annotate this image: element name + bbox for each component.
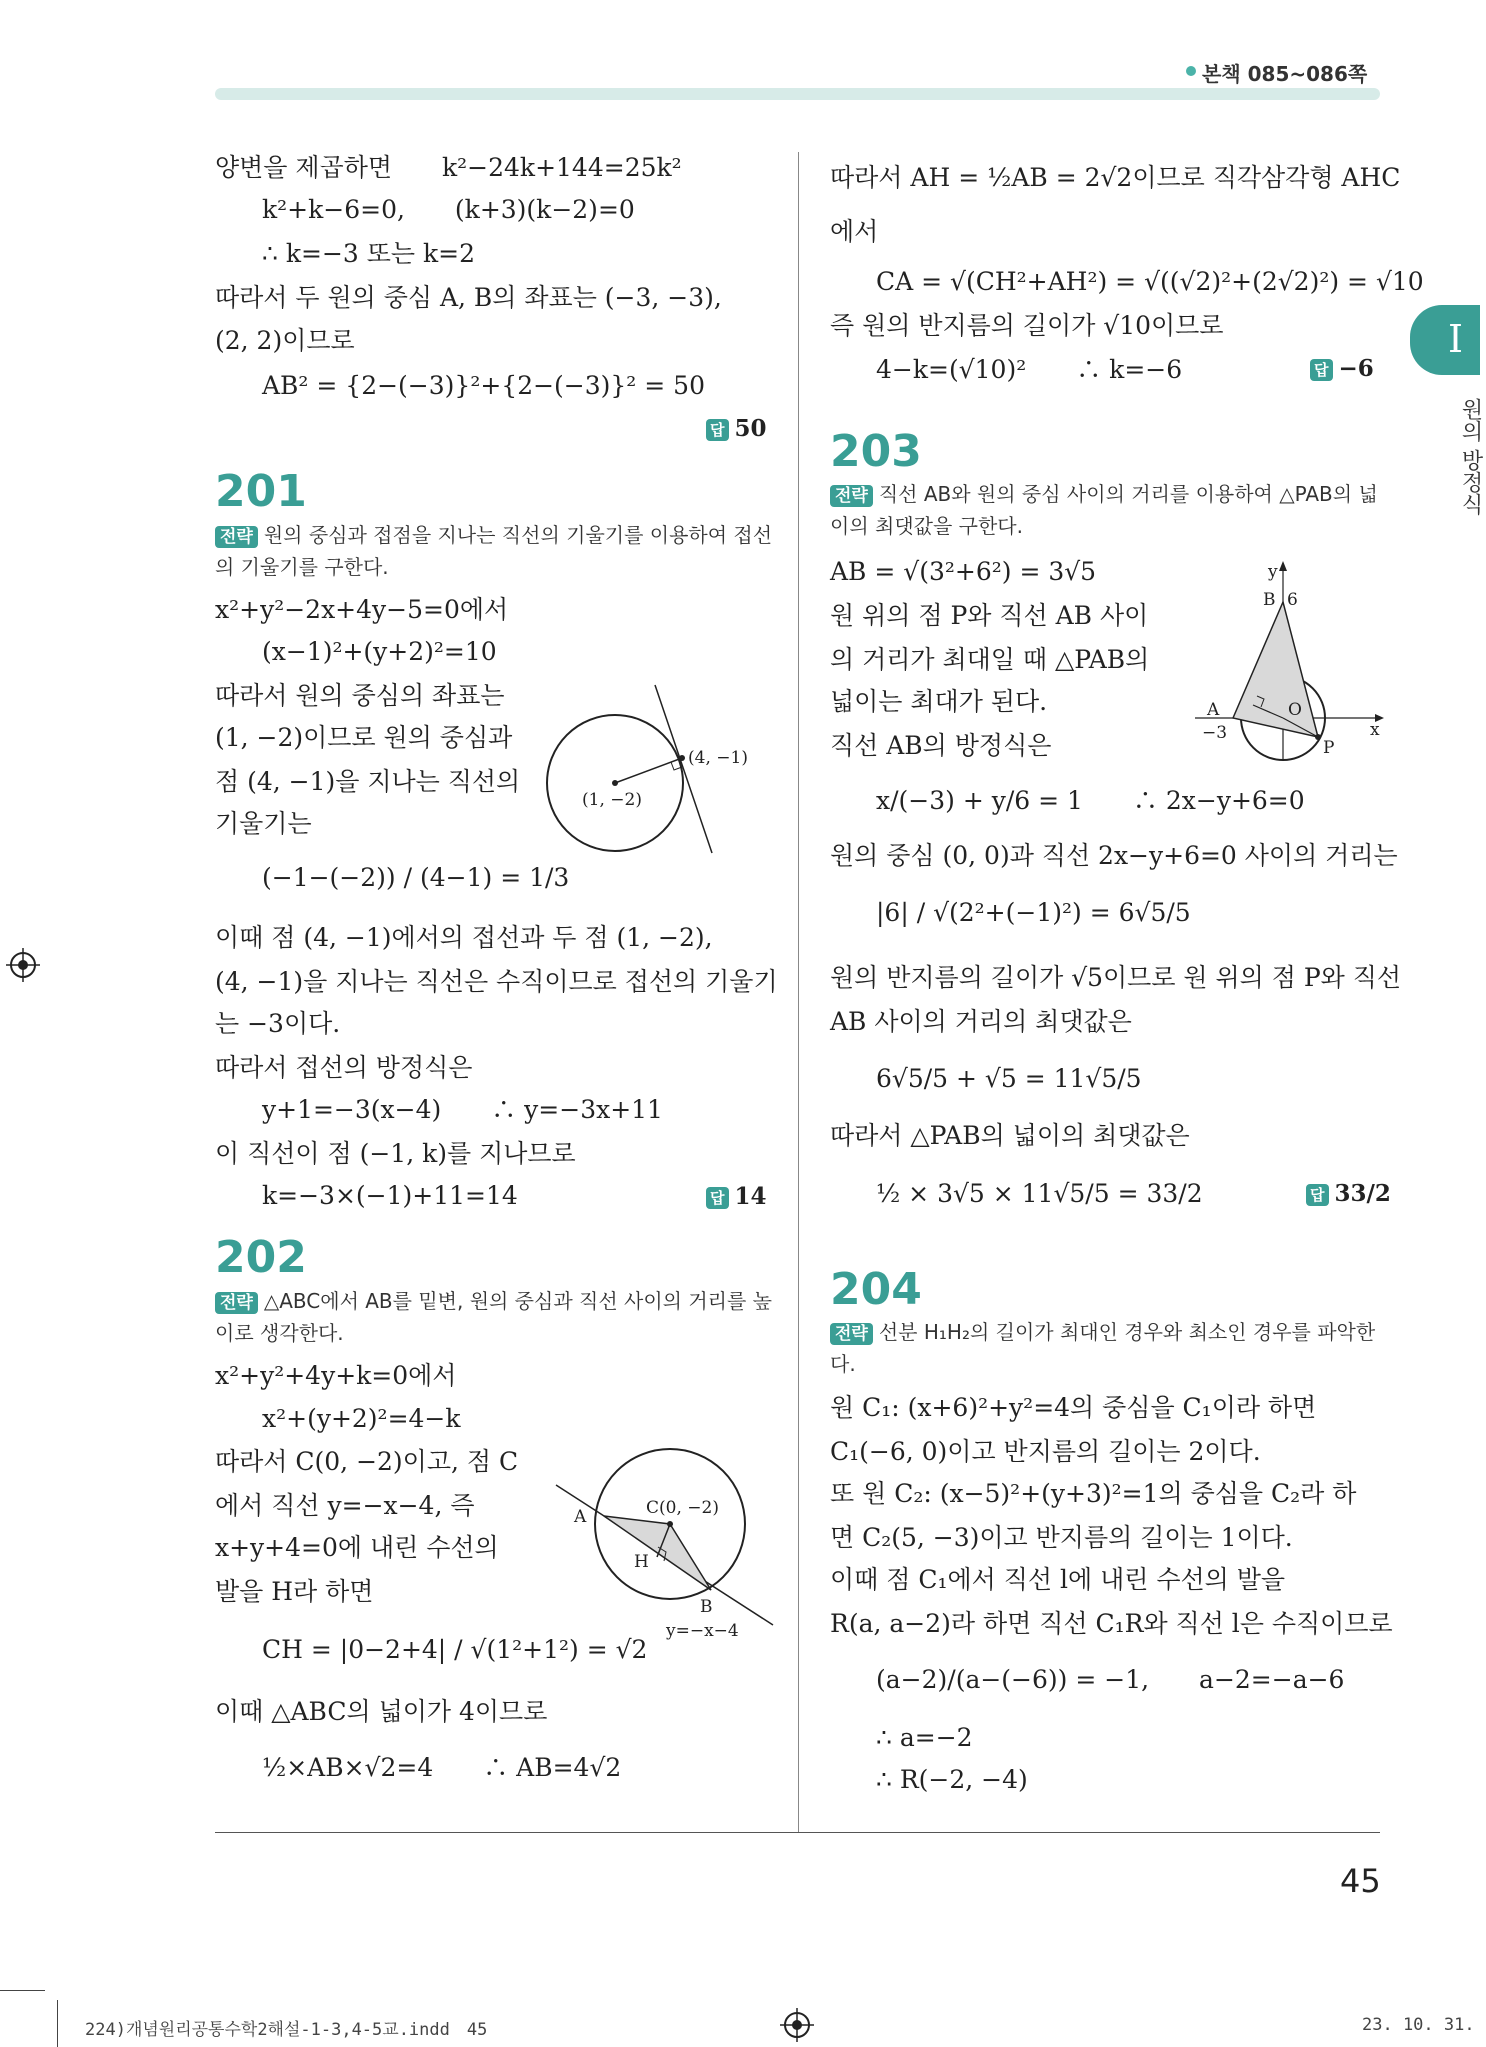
strategy-badge: 전략	[215, 526, 258, 548]
text-line: 의 거리가 최대일 때 △PAB의	[830, 645, 1150, 674]
strategy-text	[215, 519, 775, 583]
point-a-label: A	[574, 1507, 587, 1527]
text-line: 면 C₂(5, −3)이고 반지름의 길이는 1이다.	[830, 1523, 1293, 1552]
strategy-badge: 전략	[830, 1323, 873, 1345]
point-p	[1315, 734, 1321, 740]
radius-line	[615, 758, 682, 783]
answer-icon: 답	[706, 1187, 729, 1209]
problem-number: 204	[830, 1264, 922, 1315]
text-line: 4−k=(√10)² ∴ k=−6	[876, 355, 1183, 384]
text-line: 따라서 접선의 방정식은	[215, 1053, 473, 1082]
strategy-badge: 전략	[830, 485, 873, 507]
bottom-rule	[215, 1832, 1380, 1833]
answer-icon: 답	[1306, 1184, 1329, 1206]
text-line: 원의 반지름의 길이가 √5이므로 원 위의 점 P와 직선	[830, 963, 1402, 992]
point-a-label: A	[1207, 700, 1220, 720]
point-h-label: H	[634, 1552, 649, 1572]
text-line: x+y+4=0에 내린 수선의	[215, 1533, 499, 1562]
text-line: AB² = {2−(−3)}²+{2−(−3)}² = 50	[262, 371, 705, 400]
text-line: ∴ R(−2, −4)	[876, 1765, 1028, 1794]
point-p-label: P	[1323, 738, 1335, 758]
strategy-text	[215, 1285, 775, 1349]
tick-6-label: 6	[1287, 590, 1298, 610]
text-line: (x−1)²+(y+2)²=10	[262, 637, 497, 666]
text-line: 원의 중심 (0, 0)과 직선 2x−y+6=0 사이의 거리는	[830, 841, 1398, 870]
text-line: CH = |0−2+4| / √(1²+1²) = √2	[262, 1635, 648, 1664]
text-line: CA = √(CH²+AH²) = √((√2)²+(2√2)²) = √10	[876, 267, 1424, 296]
text-line: x/(−3) + y/6 = 1 ∴ 2x−y+6=0	[876, 786, 1305, 815]
text-line: ½×AB×√2=4 ∴ AB=4√2	[262, 1753, 622, 1782]
text-line: (1, −2)이므로 원의 중심과	[215, 723, 513, 752]
column-divider	[798, 152, 799, 1832]
text-line: 따라서 두 원의 중심 A, B의 좌표는 (−3, −3),	[215, 283, 722, 312]
answer-value: −6	[1338, 355, 1374, 382]
strategy-badge: 전략	[215, 1292, 258, 1314]
text-line: 이 직선이 점 (−1, k)를 지나므로	[215, 1139, 576, 1168]
footer-date: 23. 10. 31.	[1362, 2015, 1475, 2035]
header-book: 본책	[1202, 62, 1241, 86]
x-label: x	[1370, 720, 1380, 740]
center-point	[667, 1521, 673, 1527]
text-line: 즉 원의 반지름의 길이가 √10이므로	[830, 311, 1224, 340]
text-line: ∴ a=−2	[876, 1723, 973, 1752]
answer-value: 14	[734, 1183, 767, 1210]
point-b-label: B	[1263, 590, 1276, 610]
text-line: 에서	[830, 217, 879, 246]
text-line: 원 위의 점 P와 직선 AB 사이	[830, 601, 1149, 630]
text-line: x²+y²+4y+k=0에서	[215, 1361, 457, 1390]
strategy-body: 직선 AB와 원의 중심 사이의 거리를 이용하여 △PAB의 넓이의 최댓값을 구한다.	[830, 482, 1378, 538]
text-line: C₁(−6, 0)이고 반지름의 길이는 2이다.	[830, 1437, 1261, 1466]
answer-box	[1310, 355, 1374, 382]
answer-box	[706, 1183, 767, 1210]
text-line: (4, −1)을 지나는 직선은 수직이므로 접선의 기울기	[215, 967, 778, 996]
y-arrow	[1279, 561, 1287, 571]
chapter-title: 원의 방정식	[1458, 398, 1483, 515]
text-line: AB 사이의 거리의 최댓값은	[830, 1007, 1132, 1036]
registration-mark-icon	[780, 2008, 814, 2042]
crop-mark	[0, 1990, 45, 1991]
strategy-text	[830, 478, 1390, 542]
center-point	[612, 780, 618, 786]
tangent-point	[679, 755, 685, 761]
answer-icon: 답	[706, 419, 729, 441]
text-line: 점 (4, −1)을 지나는 직선의	[215, 767, 521, 796]
answer-value: 33/2	[1334, 1180, 1391, 1207]
answer-value: 50	[734, 415, 767, 442]
text-line: 발을 H라 하면	[215, 1577, 374, 1606]
strategy-body: △ABC에서 AB를 밑변, 원의 중심과 직선 사이의 거리를 높이로 생각한다.	[215, 1289, 772, 1345]
text-line: 직선 AB의 방정식은	[830, 731, 1052, 760]
answer-box	[1306, 1180, 1391, 1207]
strategy-text	[830, 1316, 1390, 1380]
tangent-line	[655, 685, 712, 853]
text-line: 이때 △ABC의 넓이가 4이므로	[215, 1697, 548, 1726]
problem-number: 201	[215, 466, 307, 517]
text-line: (2, 2)이므로	[215, 326, 355, 355]
figure-201	[530, 675, 780, 870]
text-line: (−1−(−2)) / (4−1) = 1/3	[262, 863, 570, 892]
text-line: 는 −3이다.	[215, 1009, 341, 1038]
text-line: y+1=−3(x−4) ∴ y=−3x+11	[262, 1095, 663, 1124]
text-line: 따라서 △PAB의 넓이의 최댓값은	[830, 1121, 1190, 1150]
text-line: 원 C₁: (x+6)²+y²=4의 중심을 C₁이라 하면	[830, 1393, 1317, 1422]
line-label: y=−x−4	[666, 1621, 739, 1641]
text-line: AB = √(3²+6²) = 3√5	[830, 557, 1097, 586]
problem-number: 203	[830, 426, 922, 477]
text-line: 또 원 C₂: (x−5)²+(y+3)²=1의 중심을 C₂라 하	[830, 1479, 1357, 1508]
y-label: y	[1268, 562, 1278, 582]
text-line: k=−3×(−1)+11=14	[262, 1181, 518, 1210]
text-line: 이때 점 (4, −1)에서의 접선과 두 점 (1, −2),	[215, 923, 713, 952]
text-line: (a−2)/(a−(−6)) = −1, a−2=−a−6	[876, 1665, 1345, 1694]
figure-202	[548, 1440, 783, 1650]
problem-number: 202	[215, 1232, 307, 1283]
answer-icon: 답	[1310, 359, 1333, 381]
strategy-body: 선분 H₁H₂의 길이가 최대인 경우와 최소인 경우를 파악한다.	[830, 1320, 1376, 1376]
chapter-tab	[1410, 305, 1480, 375]
text-line: k²+k−6=0, (k+3)(k−2)=0	[262, 195, 635, 224]
header-label	[1202, 58, 1367, 87]
page-number: 45	[1340, 1862, 1381, 1900]
text-line: x²+y²−2x+4y−5=0에서	[215, 595, 509, 624]
text-line: ∴ k=−3 또는 k=2	[262, 239, 475, 268]
registration-mark-icon	[6, 948, 40, 982]
tick-neg3-label: −3	[1202, 723, 1228, 743]
text-line: 따라서 C(0, −2)이고, 점 C	[215, 1447, 519, 1476]
header-dot	[1186, 66, 1196, 76]
text-line: R(a, a−2)라 하면 직선 C₁R와 직선 l은 수직이므로	[830, 1609, 1393, 1638]
figure-203	[1185, 555, 1385, 760]
answer-box	[706, 415, 767, 442]
text-line: 따라서 원의 중심의 좌표는	[215, 681, 505, 710]
point-b-label: B	[700, 1597, 713, 1617]
text-line: 넓이는 최대가 된다.	[830, 687, 1048, 716]
text-line: 기울기는	[215, 809, 312, 838]
header-bar	[215, 88, 1380, 100]
center-label: (1, −2)	[582, 790, 642, 810]
triangle-pab	[1233, 602, 1318, 737]
point-c-label: C(0, −2)	[646, 1498, 719, 1518]
origin-label: O	[1288, 700, 1302, 720]
crop-mark	[57, 2000, 58, 2047]
text-line: 따라서 AH = ½AB = 2√2이므로 직각삼각형 AHC	[830, 163, 1401, 192]
chapter-numeral: I	[1448, 317, 1464, 361]
text-line: 이때 점 C₁에서 직선 l에 내린 수선의 발을	[830, 1565, 1286, 1594]
footer-filename: 224)개념원리공통수학2해설-1-3,4-5교.indd 45	[85, 2020, 488, 2040]
header-pages: 085~086쪽	[1247, 62, 1368, 86]
text-line: ½ × 3√5 × 11√5/5 = 33/2	[876, 1179, 1203, 1208]
strategy-body: 원의 중심과 접점을 지나는 직선의 기울기를 이용하여 접선의 기울기를 구한다.	[215, 523, 773, 579]
text-line: 6√5/5 + √5 = 11√5/5	[876, 1064, 1142, 1093]
text-line: 에서 직선 y=−x−4, 즉	[215, 1491, 475, 1520]
text-line: x²+(y+2)²=4−k	[262, 1404, 461, 1433]
text-line: 양변을 제곱하면 k²−24k+144=25k²	[215, 153, 682, 182]
text-line: |6| / √(2²+(−1)²) = 6√5/5	[876, 898, 1191, 927]
tangent-label: (4, −1)	[688, 748, 748, 768]
